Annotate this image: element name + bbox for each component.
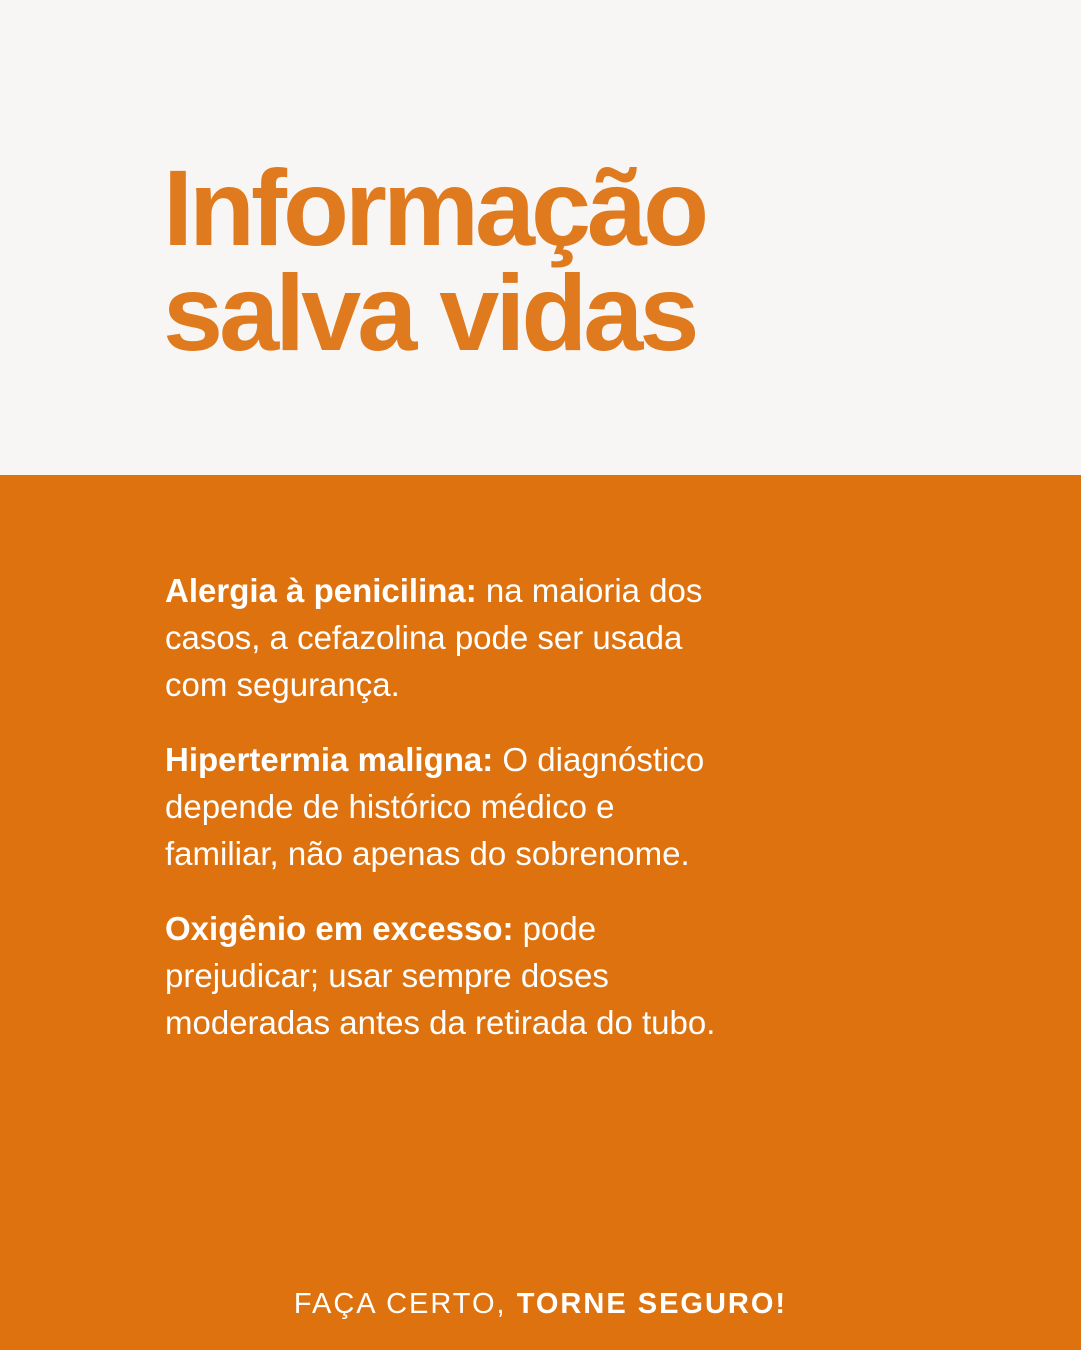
paragraph-lead: Hipertermia maligna:: [165, 741, 494, 778]
tagline-part-2: TORNE SEGURO!: [516, 1288, 788, 1320]
paragraph-penicillin-allergy: [165, 567, 1021, 708]
paragraph-text: O diagnóstico: [493, 741, 705, 778]
headline: [163, 147, 706, 373]
info-panel: [0, 475, 1081, 1350]
paragraph-lead: Alergia à penicilina:: [165, 572, 477, 609]
paragraph-line: com segurança.: [165, 666, 400, 703]
paragraph-line: [165, 567, 1021, 614]
paragraph-list: [0, 475, 1081, 1046]
paragraph-line: moderadas antes da retirada do tubo.: [165, 1004, 716, 1041]
tagline-part-1: FAÇA CERTO,: [293, 1288, 517, 1320]
paragraph-text: pode: [513, 910, 597, 947]
headline-line-2: salva vidas: [163, 252, 696, 373]
paragraph-line: [165, 905, 1021, 952]
paragraph-excess-oxygen: [165, 905, 1021, 1046]
paragraph-line: prejudicar; usar sempre doses: [165, 957, 609, 994]
paragraph-line: depende de histórico médico e: [165, 788, 615, 825]
headline-line-1: Informação: [163, 147, 706, 268]
paragraph-line: casos, a cefazolina pode ser usada: [165, 619, 683, 656]
paragraph-lead: Oxigênio em excesso:: [165, 910, 514, 947]
paragraph-malignant-hyperthermia: [165, 736, 1021, 877]
paragraph-line: [165, 736, 1021, 783]
tagline: [0, 1287, 1081, 1322]
paragraph-text: na maioria dos: [476, 572, 703, 609]
top-band: [0, 0, 1081, 475]
paragraph-line: familiar, não apenas do sobrenome.: [165, 835, 690, 872]
